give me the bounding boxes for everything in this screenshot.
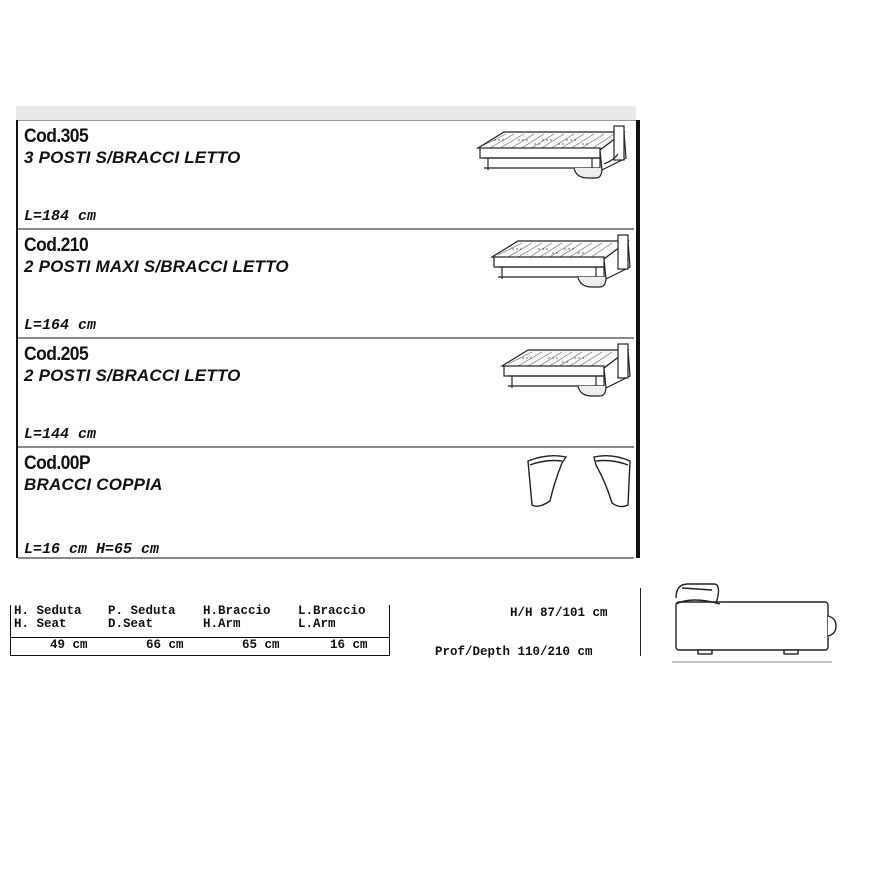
- product-row-210: [18, 229, 634, 339]
- product-list: [16, 120, 636, 558]
- sofa-bed-3-seat-icon: [474, 124, 632, 192]
- seat-spec-table: [10, 605, 390, 655]
- product-description: 2 POSTI MAXI S/BRACCI LETTO: [24, 257, 289, 276]
- product-code: Cod.210: [24, 235, 89, 256]
- product-dimensions: L=16 cm H=65 cm: [24, 541, 160, 558]
- header-seat-depth-it: P. Seduta: [108, 604, 176, 618]
- product-code: Cod.00P: [24, 453, 91, 474]
- header-bar: [16, 106, 636, 121]
- header-arm-width-en: L.Arm: [298, 617, 336, 631]
- product-description: BRACCI COPPIA: [24, 475, 163, 494]
- divider-vertical: [640, 588, 641, 656]
- header-arm-height-it: H.Braccio: [203, 604, 271, 618]
- header-arm-height-en: H.Arm: [203, 617, 241, 631]
- value-seat-depth: 66 cm: [146, 638, 184, 652]
- sofa-bed-2-seat-maxi-icon: [488, 233, 634, 297]
- product-code: Cod.205: [24, 344, 89, 365]
- table-border-right: [389, 605, 390, 655]
- armrest-pair-icon: [524, 453, 634, 513]
- product-description: 2 POSTI S/BRACCI LETTO: [24, 366, 241, 385]
- product-row-205: [18, 338, 634, 448]
- product-dimensions: L=144 cm: [24, 426, 97, 443]
- sofa-bed-2-seat-icon: [498, 342, 634, 406]
- header-arm-width-it: L.Braccio: [298, 604, 366, 618]
- sofa-side-profile-icon: [672, 576, 842, 668]
- value-seat-height: 49 cm: [50, 638, 88, 652]
- overall-height: H/H 87/101 cm: [510, 606, 608, 620]
- header-seat-depth-en: D.Seat: [108, 617, 154, 631]
- product-row-305: [18, 120, 634, 230]
- table-border-bottom: [10, 655, 390, 656]
- header-seat-height-it: H. Seduta: [14, 604, 82, 618]
- product-dimensions: L=164 cm: [24, 317, 97, 334]
- overall-depth: Prof/Depth 110/210 cm: [435, 645, 593, 659]
- product-code: Cod.305: [24, 126, 89, 147]
- product-row-00p: [18, 447, 634, 559]
- divider-right: [636, 120, 640, 558]
- product-dimensions: L=184 cm: [24, 208, 97, 225]
- value-arm-width: 16 cm: [330, 638, 368, 652]
- table-border-left: [10, 605, 11, 655]
- value-arm-height: 65 cm: [242, 638, 280, 652]
- header-seat-height-en: H. Seat: [14, 617, 67, 631]
- product-description: 3 POSTI S/BRACCI LETTO: [24, 148, 241, 167]
